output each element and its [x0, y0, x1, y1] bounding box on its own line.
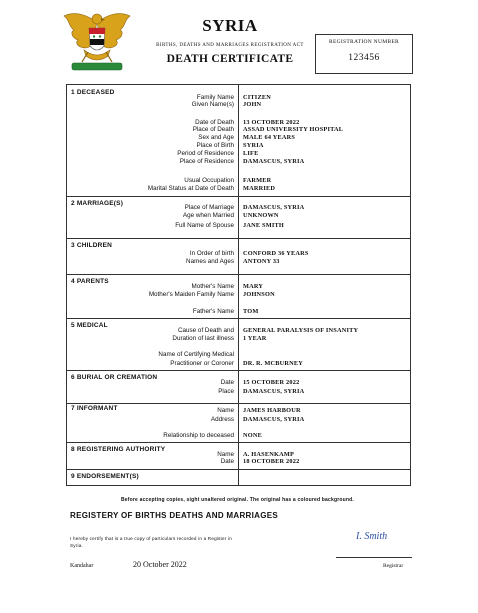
- section-parents-heading: 4 PARENTS: [71, 278, 109, 285]
- document-title: DEATH CERTIFICATE: [166, 53, 294, 65]
- copy-notice: Before accepting copies, sight unaltered original. The original has a coloured background.: [120, 497, 355, 503]
- section-registering-heading: 8 REGISTERING AUTHORITY: [71, 446, 166, 453]
- spouse-value: JANE SMITH: [243, 222, 285, 229]
- registry-title: REGISTERY OF BIRTHS DEATHS AND MARRIAGES: [70, 511, 279, 520]
- relationship-label: Relationship to deceased: [163, 432, 234, 439]
- row-divider: [67, 196, 410, 197]
- eagle-coat-of-arms-icon: [58, 8, 136, 78]
- date-of-death-value: 13 OCTOBER 2022: [243, 119, 300, 126]
- registration-label: REGISTRATION NUMBER: [328, 39, 400, 45]
- spouse-label: Full Name of Spouse: [175, 222, 234, 229]
- marriage-age-value: UNKNOWN: [243, 212, 279, 219]
- signature-line: [336, 557, 412, 558]
- informant-address-value: DAMASCUS, SYRIA: [243, 416, 305, 423]
- place-of-birth-value: SYRIA: [243, 142, 264, 149]
- registration-box: [315, 34, 413, 74]
- registrar-signature: I. Smith: [356, 531, 388, 542]
- marriage-place-value: DAMASCUS, SYRIA: [243, 204, 305, 211]
- row-divider: [67, 370, 410, 371]
- cause-of-death-value: GENERAL PARALYSIS OF INSANITY: [243, 327, 359, 334]
- registration-number: 123456: [348, 53, 380, 63]
- column-divider: [238, 85, 239, 199]
- marriage-age-label: Age when Married: [182, 212, 234, 219]
- place-of-birth-label: Place of Birth: [196, 142, 234, 149]
- informant-address-label: Address: [210, 416, 234, 423]
- burial-place-label: Place: [218, 388, 234, 395]
- section-burial-heading: 6 BURIAL OR CREMATION: [71, 374, 158, 381]
- authority-name-label: Name: [217, 451, 234, 458]
- children-order-label: In Order of birth: [189, 250, 234, 257]
- section-medical-heading: 5 MEDICAL: [71, 322, 108, 329]
- section-children-heading: 3 CHILDREN: [71, 242, 113, 249]
- burial-place-value: DAMASCUS, SYRIA: [243, 388, 305, 395]
- authority-name-value: A. HASENKAMP: [243, 451, 295, 458]
- certification-text: [70, 536, 290, 550]
- mother-name-label: Mother's Name: [191, 283, 234, 290]
- child-2-value: ANTONY 33: [243, 258, 280, 265]
- informant-name-value: JAMES HARBOUR: [243, 407, 301, 414]
- cause-of-death-label: Cause of Death and: [177, 327, 234, 334]
- marriage-place-label: Place of Marriage: [184, 204, 234, 211]
- informant-name-label: Name: [217, 407, 234, 414]
- mother-maiden-label: Mother's Maiden Family Name: [148, 291, 234, 298]
- given-names-label: Given Name(s): [191, 101, 234, 108]
- section-marriage-heading: 2 MARRIAGE(S): [71, 200, 124, 207]
- certifying-practitioner-value: DR. R. MCBURNEY: [243, 360, 304, 367]
- certifying-label-1: Name of Certifying Medical: [158, 351, 234, 358]
- authority-date-label: Date: [220, 458, 234, 465]
- certificate-table: [66, 84, 411, 486]
- given-names-value: JOHN: [243, 101, 262, 108]
- sex-age-label: Sex and Age: [198, 134, 234, 141]
- relationship-value: NONE: [243, 432, 262, 439]
- occupation-value: FARMER: [243, 177, 272, 184]
- marital-status-value: MARRIED: [243, 185, 276, 192]
- burial-date-value: 15 OCTOBER 2022: [243, 379, 300, 386]
- row-divider: [67, 318, 410, 319]
- section-deceased-heading: 1 DECEASED: [71, 89, 115, 96]
- child-1-value: CONFORD 36 YEARS: [243, 250, 309, 257]
- authority-date-value: 18 OCTOBER 2022: [243, 458, 300, 465]
- row-divider: [67, 274, 410, 275]
- period-residence-label: Period of Residence: [177, 150, 234, 157]
- certification-line-1: I hereby certify that is a true copy of particulars recorded in a Register in: [70, 536, 232, 541]
- certification-line-2: Syria.: [70, 542, 83, 548]
- section-informant-heading: 7 INFORMANT: [71, 405, 118, 412]
- sex-age-value: MALE 64 YEARS: [243, 134, 296, 141]
- row-divider: [67, 238, 410, 239]
- place-of-death-value: ASSAD UNIVERSITY HOSPITAL: [243, 126, 344, 133]
- father-name-value: TOM: [243, 308, 259, 315]
- family-name-label: Family Name: [196, 94, 234, 101]
- mother-name-value: MARY: [243, 283, 264, 290]
- place-of-death-label: Place of Death: [192, 126, 234, 133]
- illness-duration-value: 1 YEAR: [243, 335, 267, 342]
- occupation-label: Usual Occupation: [184, 177, 234, 184]
- row-divider: [67, 469, 410, 470]
- father-name-label: Father's Name: [192, 308, 234, 315]
- row-divider: [67, 442, 410, 443]
- marital-status-label: Marital Status at Date of Death: [147, 185, 234, 192]
- place-residence-label: Place of Residence: [179, 158, 234, 165]
- period-residence-value: LIFE: [243, 150, 259, 157]
- registrar-label: Registrar: [383, 563, 404, 569]
- certifying-label-2: Practitioner or Coroner: [170, 360, 234, 367]
- act-title: BIRTHS, DEATHS AND MARRIAGES REGISTRATION ACT: [156, 43, 304, 48]
- issue-place: Kandahar: [70, 563, 94, 569]
- date-of-death-label: Date of Death: [195, 119, 234, 126]
- place-residence-value: DAMASCUS, SYRIA: [243, 158, 305, 165]
- mother-maiden-value: JOHNSON: [243, 291, 275, 298]
- section-endorsements-heading: 9 ENDORSEMENT(S): [71, 473, 139, 480]
- illness-duration-label: Duration of last illness: [172, 335, 234, 342]
- family-name-value: CITIZEN: [243, 94, 271, 101]
- children-names-label: Names and Ages: [186, 258, 234, 265]
- burial-date-label: Date: [220, 379, 234, 386]
- country-title: SYRIA: [202, 16, 258, 35]
- row-divider: [67, 403, 410, 404]
- issue-date: 20 October 2022: [133, 560, 187, 569]
